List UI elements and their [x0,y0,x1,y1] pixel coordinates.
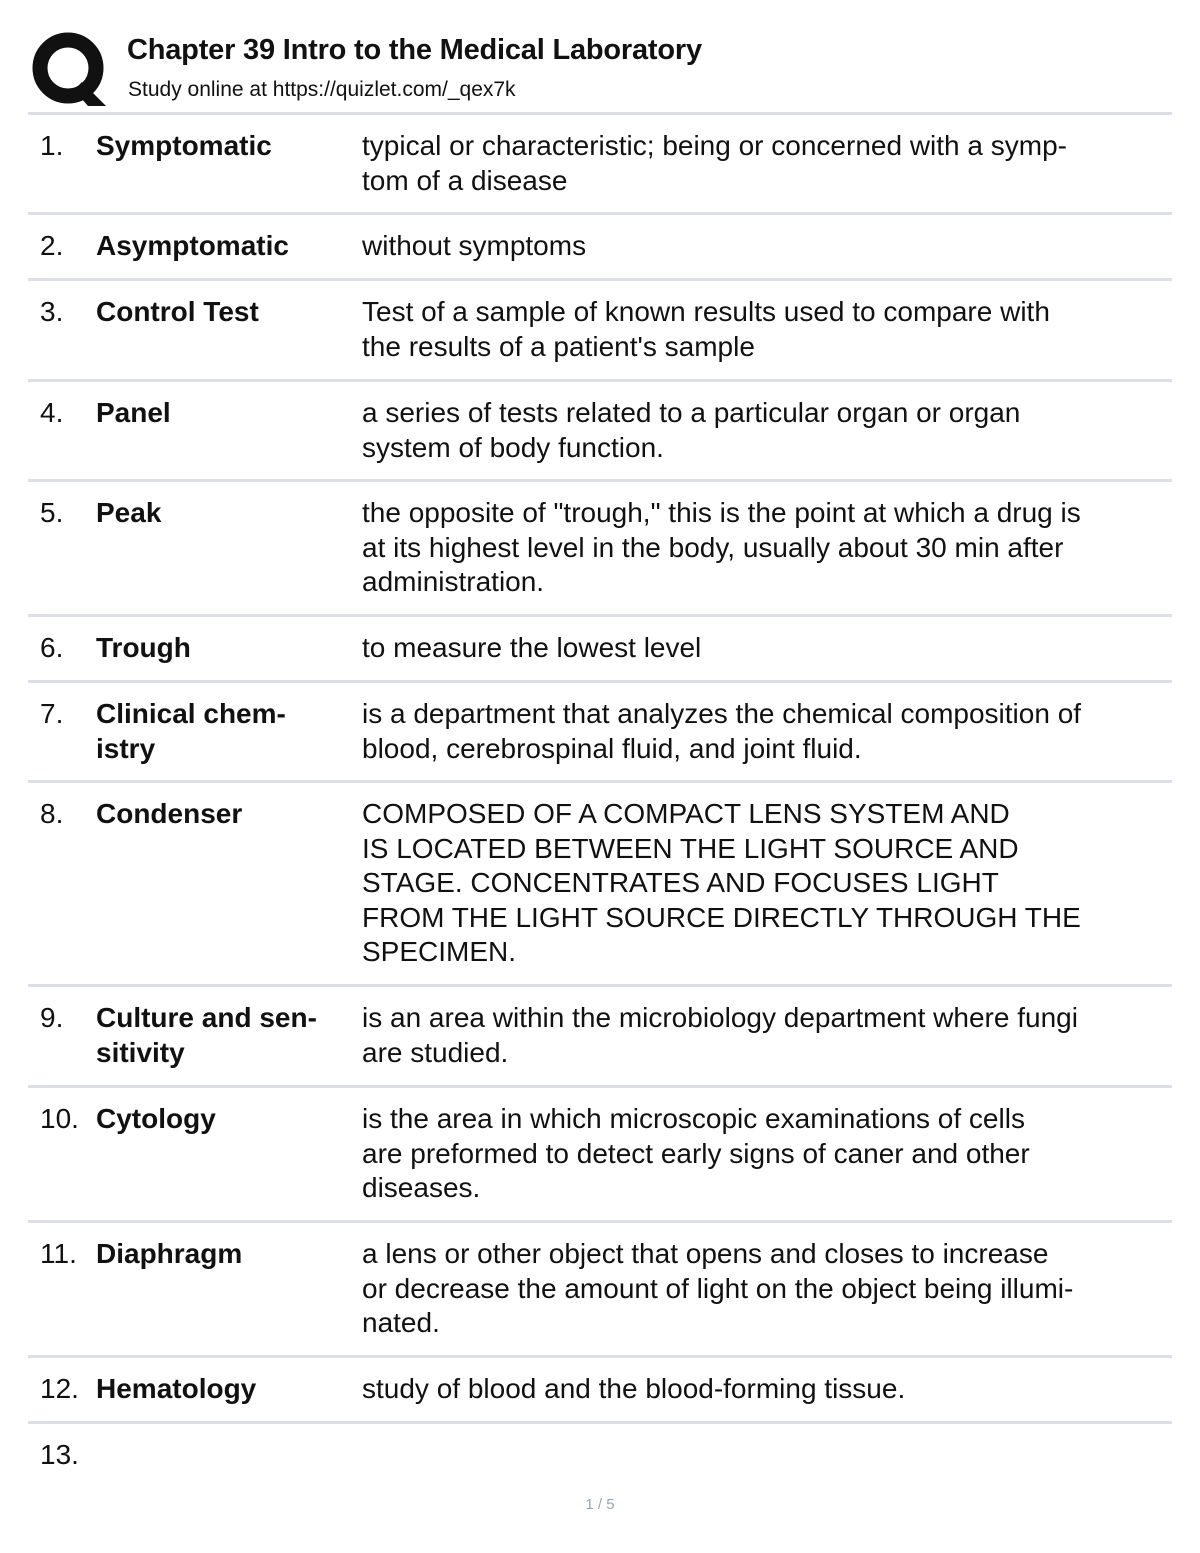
card-definition: is an area within the microbiology department where fungi are studied. [362,1002,1078,1068]
flashcard-row [28,1088,1172,1223]
flashcard-row [28,987,1172,1088]
page-title: Chapter 39 Intro to the Medical Laboratory [127,34,702,66]
card-number: 13. [40,1439,79,1470]
card-number: 3. [40,296,64,327]
card-definition: study of blood and the blood-forming tissue. [362,1373,906,1404]
card-term: Asymptomatic [96,230,289,261]
card-number: 5. [40,497,64,528]
flashcard-row [28,683,1172,783]
card-number: 7. [40,698,64,729]
card-number: 8. [40,798,64,829]
card-number: 12. [40,1373,79,1404]
card-number: 6. [40,632,64,663]
quizlet-q-logo-icon [30,30,108,108]
card-number: 10. [40,1103,79,1134]
card-term: Diaphragm [96,1238,243,1269]
card-definition: is the area in which microscopic examinations of cells are preformed to detect early signs of caner and other diseases. [362,1103,1030,1203]
flashcard-row [28,1223,1172,1358]
flashcard-row [28,281,1172,382]
card-definition: is a department that analyzes the chemical composition of blood, cerebrospinal fluid, and joint fluid. [362,698,1082,764]
study-online-link[interactable]: Study online at https://quizlet.com/_qex7k [128,78,516,101]
card-definition: the opposite of "trough," this is the point at which a drug is at its highest level in the body, usually about 30 min after administration. [362,497,1081,597]
page-header [28,28,1168,112]
card-term: Trough [96,632,191,663]
card-term: Cytology [96,1103,216,1134]
card-term: Symptomatic [96,130,272,161]
card-term: Clinical chem- istry [96,698,286,764]
card-definition: COMPOSED OF A COMPACT LENS SYSTEM AND IS LOCATED BETWEEN THE LIGHT SOURCE AND STAGE. CONCENTRATES AND FOCUSES LIGHT FROM THE LIGHT SOURCE DIRECTLY THROUGH THE SPECIMEN. [362,798,1081,967]
page-number: 1 / 5 [585,1496,615,1513]
card-definition: a lens or other object that opens and closes to increase or decrease the amount of light on the object being illumi- nated. [362,1238,1074,1338]
flashcard-row [28,382,1172,482]
card-term: Panel [96,397,171,428]
flashcard-row [28,115,1172,215]
card-definition: Test of a sample of known results used to compare with the results of a patient's sample [362,296,1050,362]
flashcard-row [28,617,1172,683]
card-number: 11. [40,1238,77,1269]
flashcard-row [28,215,1172,281]
card-definition: a series of tests related to a particular organ or organ system of body function. [362,397,1021,463]
card-definition: without symptoms [362,230,587,261]
card-term: Peak [96,497,162,528]
card-definition: typical or characteristic; being or concerned with a symp- tom of a disease [362,130,1067,196]
card-term: Hematology [96,1373,257,1404]
card-number: 2. [40,230,64,261]
flashcard-row [28,1358,1172,1424]
flashcard-row [28,482,1172,617]
card-number: 4. [40,397,64,428]
card-number: 9. [40,1002,64,1033]
flashcard-row [28,1424,1172,1488]
card-term: Condenser [96,798,243,829]
flashcard-row [28,783,1172,987]
flashcard-list [28,112,1172,1488]
card-definition: to measure the lowest level [362,632,702,663]
card-number: 1. [40,130,64,161]
card-term: Control Test [96,296,259,327]
card-term: Culture and sen- sitivity [96,1002,317,1068]
